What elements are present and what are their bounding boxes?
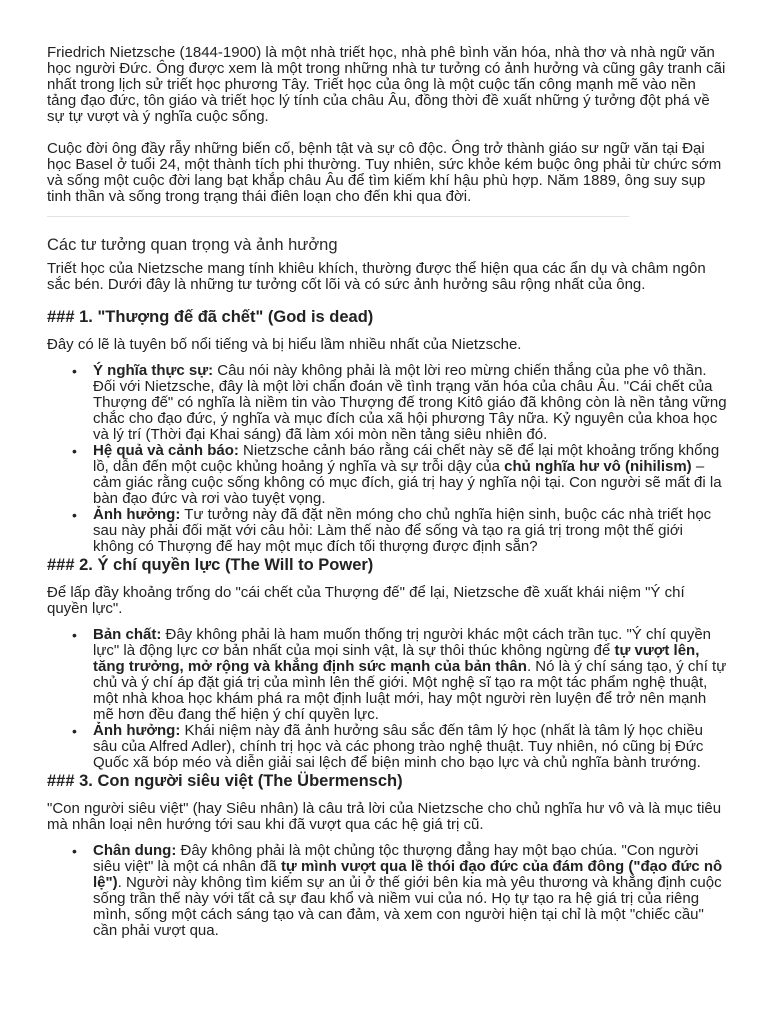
list-item <box>93 443 727 507</box>
bullet-bold-phrase: tự vượt lên, tăng trưởng, mở rộng và khẳng định sức mạnh của bản thân <box>93 642 700 675</box>
bullet-text: Đây không phải là một chủng tộc thượng đẳng hay một bạo chúa. "Con người siêu việt" là một cá nhân đã <box>93 842 699 875</box>
list-will-to-power <box>47 627 727 771</box>
bullet-text: – cảm giác rằng cuộc sống không có mục đích, giá trị hay ý nghĩa nội tại. Con người sẽ mất đi la bàn đạo đức và rơi vào tuyệt vọng. <box>93 458 722 507</box>
list-item <box>93 627 727 723</box>
bullet-label: Hệ quả và cảnh báo: <box>93 442 239 459</box>
bullet-bold-phrase: tự mình vượt qua lề thói đạo đức của đám đông ("đạo đức nô lệ") <box>93 858 723 891</box>
intro-paragraph-2: Cuộc đời ông đầy rẫy những biến cố, bệnh tật và sự cô độc. Ông trở thành giáo sư ngữ văn tại Đại học Basel ở tuổi 24, một thành tích phi thường. Tuy nhiên, sức khỏe kém buộc ông phải từ chức sớm và sống một cuộc đời lang bạt khắp châu Âu để tìm kiếm khí hậu phù hợp. Năm 1889, ông suy sụp tinh thần và sống trong trạng thái điên loạn cho đến khi qua đời. <box>47 140 722 205</box>
lead-will-to-power: Để lấp đầy khoảng trống do "cái chết của Thượng đế" để lại, Nietzsche đề xuất khái niệm "Ý chí quyền lực". <box>47 584 685 617</box>
bullet-bold-phrase: chủ nghĩa hư vô (nihilism) <box>504 458 692 475</box>
bullet-label: Ảnh hưởng: <box>93 506 181 523</box>
list-item <box>93 723 727 771</box>
list-item <box>93 843 727 939</box>
bullet-label: Ảnh hưởng: <box>93 722 181 739</box>
section-divider <box>47 216 629 217</box>
bullet-text: Tư tưởng này đã đặt nền móng cho chủ nghĩa hiện sinh, buộc các nhà triết học sau này phải đối mặt với câu hỏi: Làm thế nào để sống và tạo ra giá trị trong một thế giới không có Thượng đế hay một mục đích tối thượng được định sẵn? <box>93 506 712 555</box>
heading-god-is-dead: ### 1. "Thượng đế đã chết" (God is dead) <box>47 308 374 326</box>
bullet-label: Chân dung: <box>93 842 177 859</box>
bullet-text: Câu nói này không phải là một lời reo mừng chiến thắng của phe vô thần. Đối với Nietzsche, đây là một lời chẩn đoán về tình trạng văn hóa của châu Âu. "Cái chết của Thượng đế" có nghĩa là niềm tin vào Thượng đế trong Kitô giáo đã không còn là nền tảng vững chắc cho đạo đức, ý nghĩa và mục đích của xã hội phương Tây nữa. Kỷ nguyên của khoa học và lý trí (Thời đại Khai sáng) đã làm xói mòn nền tảng siêu nhiên đó. <box>93 362 727 443</box>
section-intro: Triết học của Nietzsche mang tính khiêu khích, thường được thể hiện qua các ẩn dụ và châm ngôn sắc bén. Dưới đây là những tư tưởng cốt lõi và có sức ảnh hưởng sâu rộng nhất của ông. <box>47 260 706 293</box>
list-item <box>93 363 727 443</box>
bullet-text: Khái niệm này đã ảnh hưởng sâu sắc đến tâm lý học (nhất là tâm lý học chiều sâu của Alfred Adler), chính trị học và các phong trào nghệ thuật. Tuy nhiên, nó cũng bị Đức Quốc xã bóp méo và diễn giải sai lệch để biện minh cho bạo lực và chủ nghĩa bành trướng. <box>93 722 704 771</box>
lead-ubermensch: "Con người siêu việt" (hay Siêu nhân) là câu trả lời của Nietzsche cho chủ nghĩa hư vô và là mục tiêu mà nhân loại nên hướng tới sau khi đã vượt qua các hệ giá trị cũ. <box>47 800 722 833</box>
bullet-label: Bản chất: <box>93 626 162 643</box>
heading-will-to-power: ### 2. Ý chí quyền lực (The Will to Power) <box>47 556 374 574</box>
bullet-label: Ý nghĩa thực sự: <box>93 362 214 379</box>
bullet-text: Nietzsche cảnh báo rằng cái chết này sẽ để lại một khoảng trống khổng lồ, dẫn đến một cuộc khủng hoảng ý nghĩa và sự trỗi dậy của <box>93 442 720 475</box>
list-ubermensch <box>47 843 727 939</box>
lead-god-is-dead: Đây có lẽ là tuyên bố nổi tiếng và bị hiểu lầm nhiều nhất của Nietzsche. <box>47 336 522 353</box>
list-god-is-dead <box>47 363 727 555</box>
list-item <box>93 507 727 555</box>
bullet-text: . Người này không tìm kiếm sự an ủi ở thế giới bên kia mà yêu thương và khẳng định cuộc sống trần thế này với tất cả sự đau khổ và niềm vui của nó. Họ tự tạo ra hệ giá trị của riêng mình, sống một cách sáng tạo và can đảm, và xem con người hiện tại chỉ là một "chiếc cầu" cần phải vượt qua. <box>93 874 722 939</box>
document-content <box>47 45 727 939</box>
heading-ubermensch: ### 3. Con người siêu việt (The Übermensch) <box>47 772 403 790</box>
intro-paragraph-1: Friedrich Nietzsche (1844-1900) là một nhà triết học, nhà phê bình văn hóa, nhà thơ và nhà ngữ văn học người Đức. Ông được xem là một trong những nhà tư tưởng có ảnh hưởng và cũng gây tranh cãi nhất trong lịch sử triết học phương Tây. Triết học của ông là một cuộc tấn công mạnh mẽ vào nền tảng đạo đức, tôn giáo và triết học lý tính của châu Âu, đồng thời đề xuất những ý tưởng đột phá về sự tự vượt và ý nghĩa cuộc sống. <box>47 44 726 125</box>
bullet-text: . Nó là ý chí sáng tạo, ý chí tự chủ và ý chí áp đặt giá trị của mình lên thế giới. Một nghệ sĩ tạo ra một tác phẩm nghệ thuật, một nhà khoa học khám phá ra một định luật mới, hay một người rèn luyện để trở nên mạnh mẽ hơn đều đang thể hiện ý chí quyền lực. <box>93 658 727 723</box>
bullet-text: Đây không phải là ham muốn thống trị người khác một cách trần tục. "Ý chí quyền lực" là động lực cơ bản nhất của mọi sinh vật, là sự thôi thúc không ngừng để <box>93 626 712 659</box>
section-title: Các tư tưởng quan trọng và ảnh hưởng <box>47 236 338 254</box>
